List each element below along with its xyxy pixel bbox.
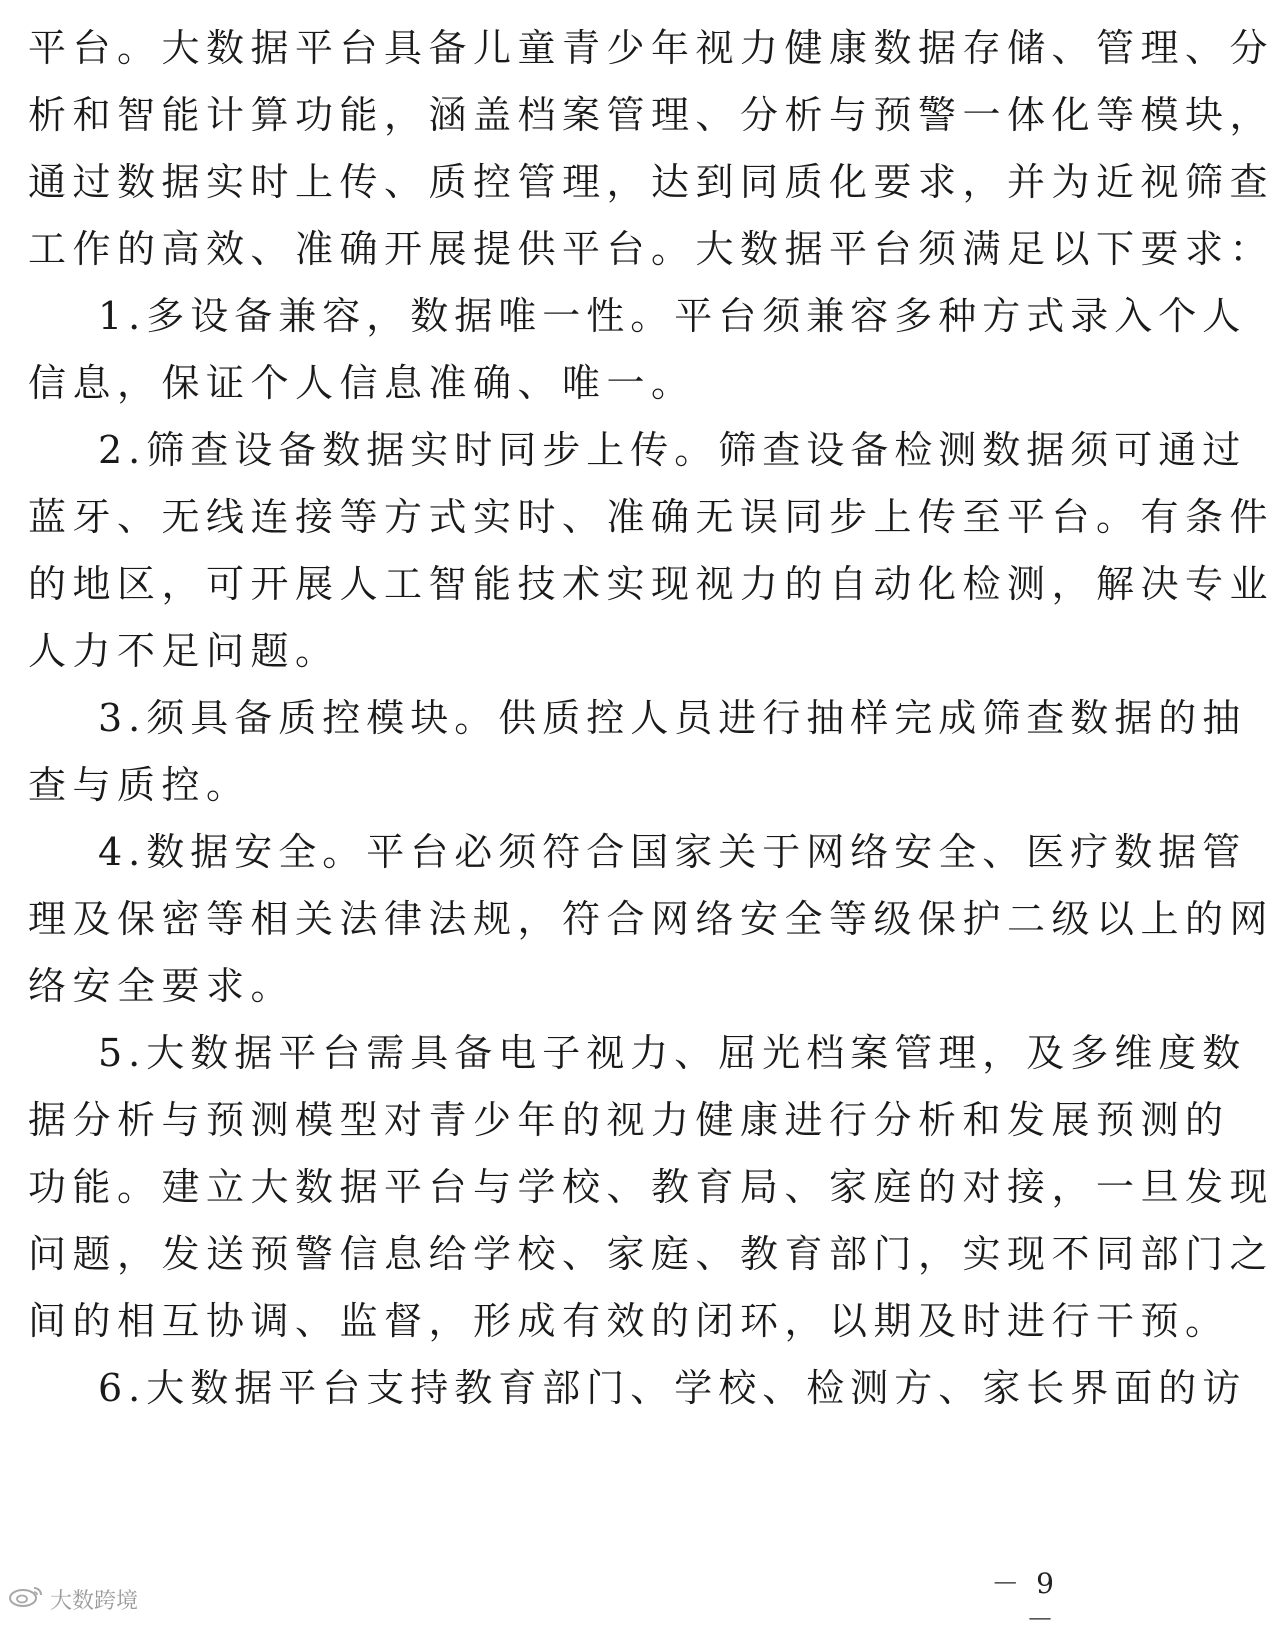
text-line-16: 5.大数据平台需具备电子视力、屈光档案管理，及多维度数	[98, 1031, 1247, 1075]
weibo-logo-icon	[6, 1584, 46, 1614]
text-line-13: 4.数据安全。平台必须符合国家关于网络安全、医疗数据管	[98, 830, 1247, 874]
text-line-21: 6.大数据平台支持教育部门、学校、检测方、家长界面的访	[98, 1366, 1247, 1410]
text-line-3: 通过数据实时上传、质控管理，达到同质化要求，并为近视筛查	[28, 160, 1274, 204]
text-line-7: 2.筛查设备数据实时同步上传。筛查设备检测数据须可通过	[98, 428, 1247, 472]
text-line-10: 人力不足问题。	[28, 629, 340, 673]
page-number: － 9 －	[991, 1567, 1058, 1636]
text-line-19: 问题，发送预警信息给学校、家庭、教育部门，实现不同部门之	[28, 1232, 1274, 1276]
watermark	[6, 1584, 138, 1614]
text-line-15: 络安全要求。	[28, 964, 296, 1008]
text-line-18: 功能。建立大数据平台与学校、教育局、家庭的对接，一旦发现	[28, 1165, 1274, 1209]
text-line-4: 工作的高效、准确开展提供平台。大数据平台须满足以下要求：	[28, 227, 1274, 271]
text-line-11: 3.须具备质控模块。供质控人员进行抽样完成筛查数据的抽	[98, 696, 1247, 740]
text-line-12: 查与质控。	[28, 763, 251, 807]
text-line-1: 平台。大数据平台具备儿童青少年视力健康数据存储、管理、分	[28, 26, 1274, 70]
text-line-8: 蓝牙、无线连接等方式实时、准确无误同步上传至平台。有条件	[28, 495, 1274, 539]
text-line-9: 的地区，可开展人工智能技术实现视力的自动化检测，解决专业	[28, 562, 1274, 606]
text-line-14: 理及保密等相关法律法规，符合网络安全等级保护二级以上的网	[28, 897, 1274, 941]
text-line-2: 析和智能计算功能，涵盖档案管理、分析与预警一体化等模块，	[28, 93, 1274, 137]
text-line-17: 据分析与预测模型对青少年的视力健康进行分析和发展预测的	[28, 1098, 1230, 1142]
text-line-5: 1.多设备兼容，数据唯一性。平台须兼容多种方式录入个人	[98, 294, 1247, 338]
text-line-20: 间的相互协调、监督，形成有效的闭环，以期及时进行干预。	[28, 1299, 1230, 1343]
watermark-text: 大数跨境	[50, 1588, 139, 1614]
text-line-6: 信息，保证个人信息准确、唯一。	[28, 361, 696, 405]
